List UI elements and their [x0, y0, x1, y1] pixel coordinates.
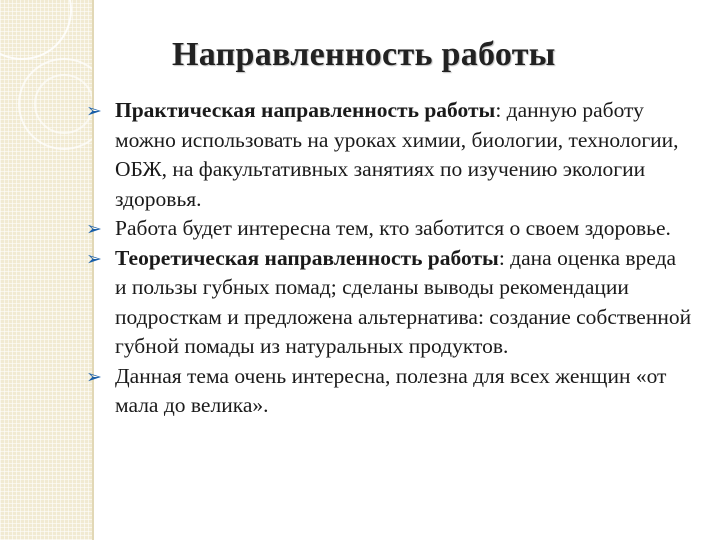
- list-item: [86, 96, 692, 214]
- decorative-side-band: [0, 0, 92, 540]
- arrow-bullet-icon: ➢: [86, 219, 102, 240]
- item-text: : данную работу можно использовать на уроках химии, биологии, технологии, ОБЖ, на факультативных занятиях по изучению экологии здоровья.: [115, 98, 679, 211]
- decorative-ring: [34, 74, 94, 134]
- list-item: [86, 244, 692, 362]
- bullet-list: [86, 96, 692, 421]
- item-bold-text: Теоретическая направленность работы: [115, 245, 499, 270]
- item-text: : дана оценка вреда и пользы губных помад; сделаны выводы рекомендации подросткам и предложена альтернатива: создание собственной губной помады из натуральных продуктов.: [115, 245, 692, 358]
- item-text: Данная тема очень интересна, полезна для всех женщин «от мала до велика».: [115, 363, 667, 417]
- item-bold-text: Практическая направленность работы: [115, 98, 496, 122]
- arrow-bullet-icon: ➢: [86, 366, 102, 388]
- arrow-bullet-icon: ➢: [86, 248, 102, 270]
- arrow-bullet-icon: ➢: [86, 101, 102, 122]
- decorative-ring: [0, 0, 72, 60]
- slide-title: Направленность работы: [172, 36, 556, 73]
- list-item: [86, 214, 692, 244]
- list-item: [86, 362, 692, 421]
- item-text: Работа будет интересна тем, кто заботится о своем здоровье.: [115, 216, 671, 240]
